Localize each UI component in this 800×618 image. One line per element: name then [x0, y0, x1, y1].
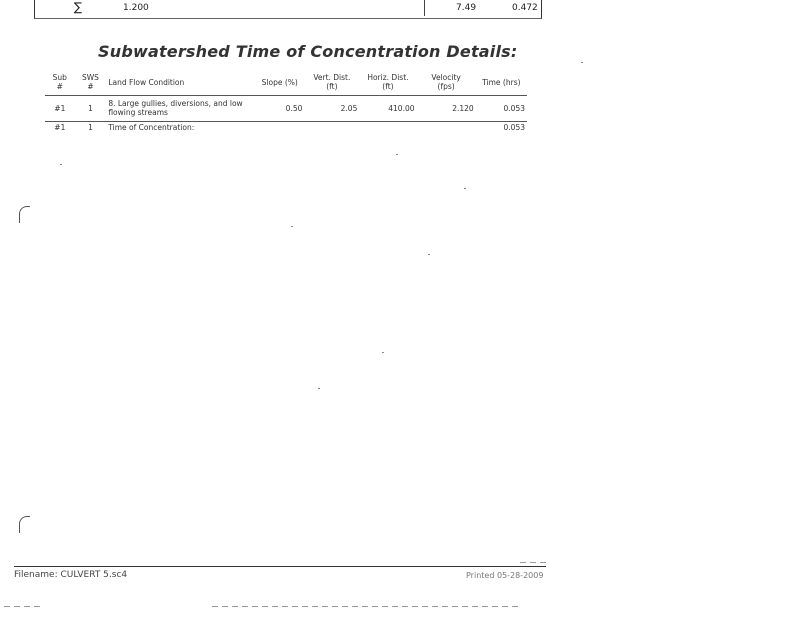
scan-speck — [581, 62, 583, 63]
margin-mark — [19, 516, 30, 533]
scan-speck — [60, 164, 62, 165]
total-sub: #1 — [45, 121, 75, 134]
header-sws-line1: SWS — [82, 73, 99, 83]
scan-speck — [318, 388, 320, 389]
scan-dashes — [520, 562, 546, 563]
cell-horiz: 410.00 — [359, 95, 416, 121]
total-sws: 1 — [75, 121, 107, 134]
scan-speck — [428, 254, 430, 255]
footer-printed-date: Printed 05-28-2009 — [466, 571, 544, 580]
scan-speck — [291, 226, 293, 227]
summary-total: 1.200 — [123, 3, 149, 13]
header-horiz-line2: (ft) — [382, 82, 394, 92]
header-sws — [75, 70, 107, 95]
total-row — [45, 121, 527, 134]
cell-vert: 2.05 — [304, 95, 359, 121]
total-label: Time of Concentration: — [106, 121, 475, 134]
condition-text: 8. Large gullies, diversions, and low flowing streams — [108, 99, 243, 117]
cell-slope: 0.50 — [255, 95, 304, 121]
header-horiz-line1: Horiz. Dist. — [367, 73, 409, 83]
cell-velocity: 2.120 — [417, 95, 476, 121]
scan-speck — [396, 154, 398, 155]
total-time: 0.053 — [476, 121, 527, 134]
footer-rule — [14, 566, 546, 567]
summary-value-1: 7.49 — [456, 3, 477, 13]
header-vert-line1: Vert. Dist. — [313, 73, 351, 83]
scan-speck — [382, 352, 384, 353]
section-title: Subwatershed Time of Concentration Details: — [98, 42, 518, 61]
sum-symbol: ∑ — [74, 0, 83, 14]
summary-divider — [424, 0, 425, 16]
table-header-row — [45, 70, 527, 95]
header-sws-line2: # — [87, 82, 94, 92]
header-slope: Slope (%) — [261, 77, 298, 87]
tc-details-table — [45, 70, 527, 134]
cell-sub: #1 — [45, 95, 75, 121]
cell-time: 0.053 — [476, 95, 527, 121]
footer-filename: Filename: CULVERT 5.sc4 — [14, 570, 128, 580]
scan-speck — [464, 188, 466, 189]
margin-mark — [19, 206, 30, 223]
header-condition: Land Flow Condition — [108, 77, 185, 87]
scan-dashes — [212, 606, 522, 607]
header-velocity-line2: (fps) — [437, 82, 455, 92]
header-time: Time (hrs) — [482, 77, 521, 87]
header-velocity-line1: Velocity — [431, 73, 461, 83]
header-horiz-dist — [359, 70, 416, 95]
header-sub — [45, 70, 75, 95]
cell-condition — [106, 95, 255, 121]
header-sub-line2: # — [56, 82, 63, 92]
header-sub-line1: Sub — [52, 73, 67, 83]
header-velocity — [417, 70, 476, 95]
cell-sws: 1 — [75, 95, 107, 121]
scan-dashes — [4, 606, 44, 607]
table-row — [45, 95, 527, 121]
summary-value-2: 0.472 — [512, 3, 538, 13]
header-vert-dist — [304, 70, 359, 95]
header-vert-line2: (ft) — [326, 82, 338, 92]
